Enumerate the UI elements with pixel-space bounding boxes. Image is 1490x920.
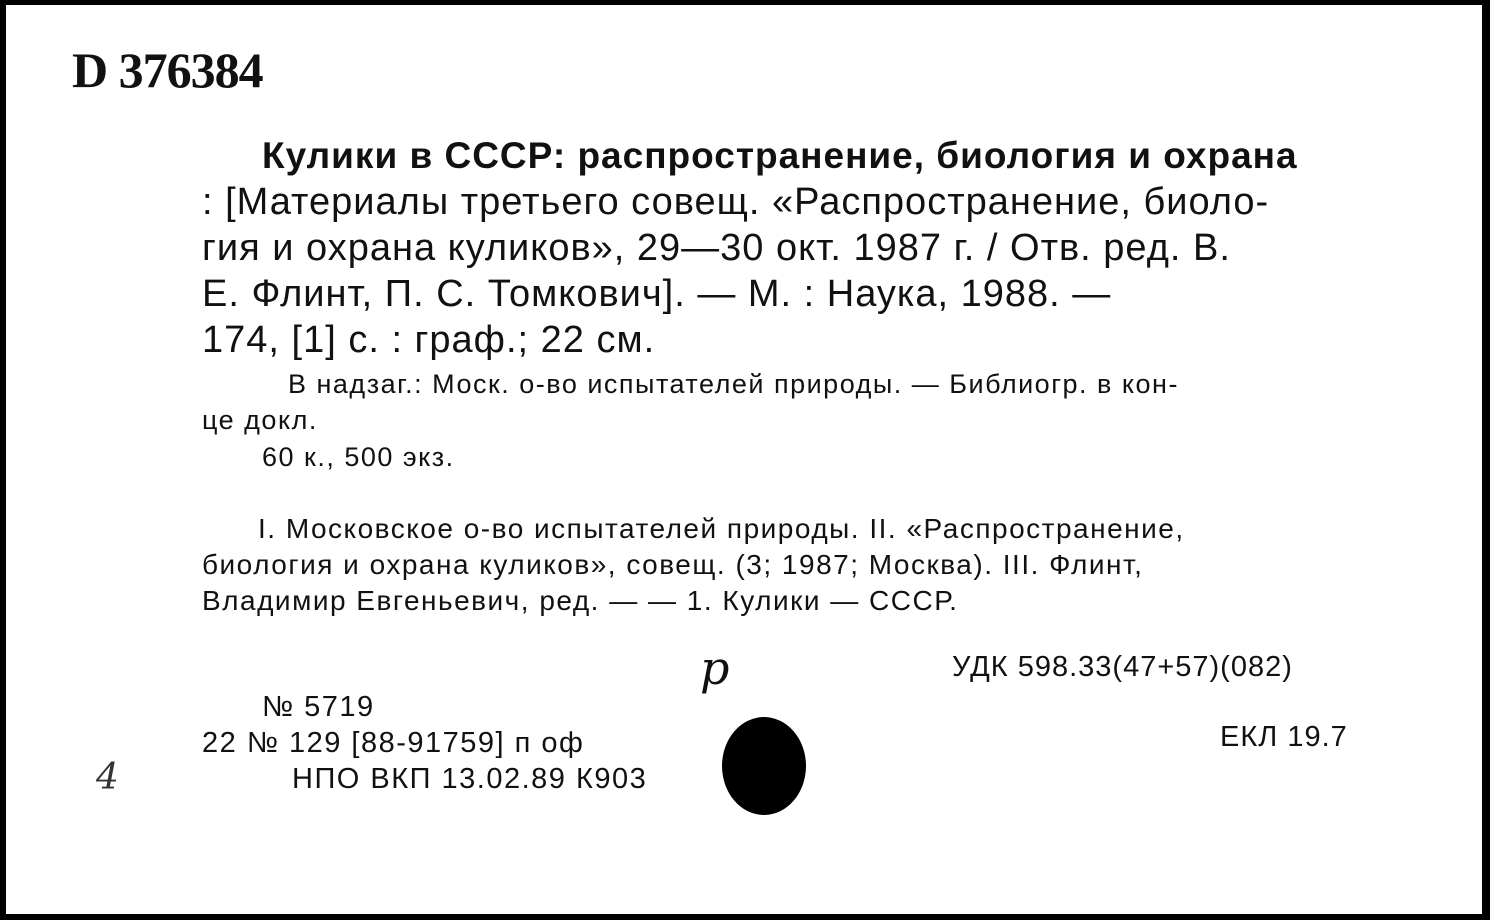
title-line-2: гия и охрана куликов», 29—30 окт. 1987 г. / Отв. ред. В. bbox=[202, 227, 1231, 269]
card-number: D 376384 bbox=[72, 42, 263, 98]
tracing-line-1: I. Московское о-во испытателей природы. II. «Распространение, bbox=[258, 513, 1185, 544]
handwritten-mark-left: 4 bbox=[96, 757, 119, 798]
handwritten-mark-top: р bbox=[700, 641, 730, 695]
title-bold: Кулики в СССР: распространение, биология и охрана bbox=[262, 135, 1298, 176]
title-line-1: : [Материалы третьего совещ. «Распространение, биоло- bbox=[202, 181, 1270, 223]
order-number: № 5719 bbox=[262, 691, 375, 723]
notes-line-2: це докл. bbox=[202, 405, 318, 435]
ekl-code: ЕКЛ 19.7 bbox=[1220, 721, 1348, 753]
order-line-2: 22 № 129 [88-91759] п оф bbox=[202, 727, 585, 759]
title-line-3: Е. Флинт, П. С. Томкович]. — М. : Наука, 1988. — bbox=[202, 273, 1112, 315]
title-bold-line bbox=[262, 133, 1298, 179]
punch-hole bbox=[722, 717, 806, 815]
catalog-card bbox=[4, 3, 1484, 916]
title-line-4: 174, [1] с. : граф.; 22 см. bbox=[202, 319, 656, 361]
tracing-line-2: биология и охрана куликов», совещ. (3; 1987; Москва). III. Флинт, bbox=[202, 549, 1144, 580]
price-line: 60 к., 500 экз. bbox=[262, 442, 455, 472]
notes-line-1: В надзаг.: Моск. о-во испытателей природы. — Библиогр. в кон- bbox=[288, 369, 1179, 399]
tracing-line-3: Владимир Евгеньевич, ред. — — 1. Кулики — СССР. bbox=[202, 585, 959, 616]
order-line-3: НПО ВКП 13.02.89 К903 bbox=[292, 763, 648, 795]
udk-code: УДК 598.33(47+57)(082) bbox=[952, 651, 1293, 683]
